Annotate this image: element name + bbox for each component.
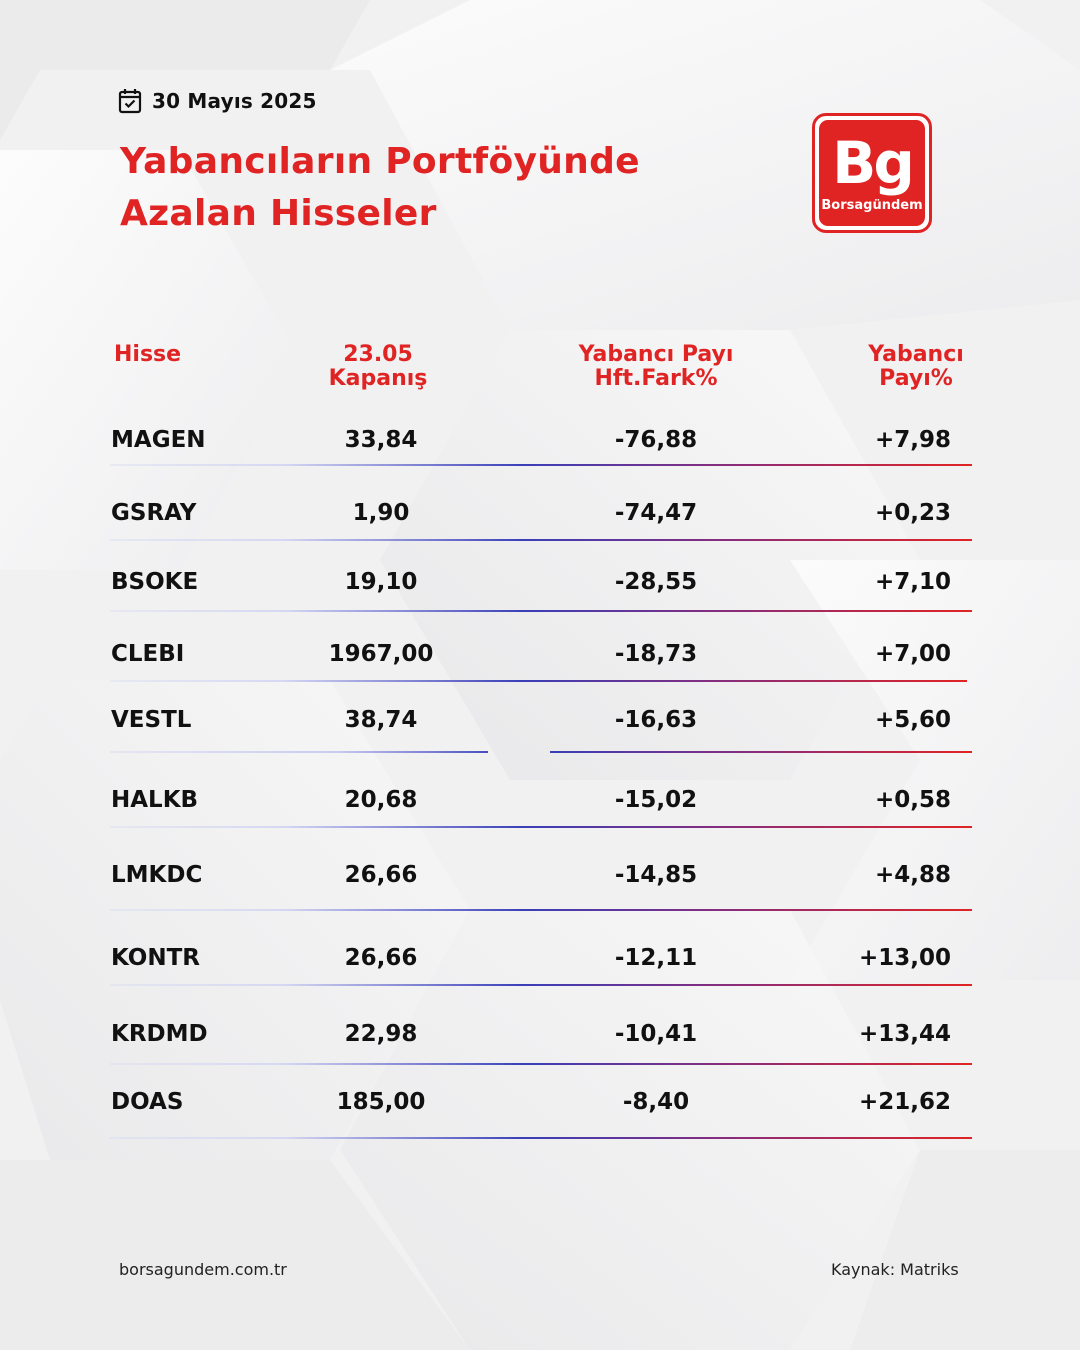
foreign-share: +7,00: [874, 641, 951, 667]
row-divider: [110, 1063, 972, 1065]
logo-mark: Bg: [832, 128, 912, 197]
row-divider: [110, 610, 972, 612]
table-row: [0, 943, 1080, 973]
foreign-share: +5,60: [874, 707, 951, 733]
table-row: [0, 498, 1080, 528]
table-row: [0, 860, 1080, 890]
row-divider: [110, 909, 972, 911]
foreign-share: +0,23: [874, 500, 951, 526]
title-line-1: Yabancıların Portföyünde: [120, 141, 640, 182]
row-divider: [110, 984, 972, 986]
ticker: CLEBI: [111, 641, 185, 667]
closing-price: 22,98: [344, 1021, 418, 1047]
row-divider: [110, 751, 488, 753]
date-row: [118, 88, 317, 114]
table-row: [0, 425, 1080, 455]
ticker: GSRAY: [111, 500, 197, 526]
closing-price: 26,66: [344, 945, 418, 971]
column-header-foreign-share: Yabancı Payı%: [868, 342, 964, 391]
table-row: [0, 705, 1080, 735]
borsagundem-logo: [812, 113, 932, 233]
closing-price: 1967,00: [328, 641, 434, 667]
page-title: [120, 136, 640, 240]
title-line-2: Azalan Hisseler: [120, 193, 437, 234]
table-row: [0, 785, 1080, 815]
weekly-diff: -15,02: [614, 787, 698, 813]
website-link[interactable]: borsagundem.com.tr: [119, 1260, 287, 1279]
closing-price: 19,10: [344, 569, 418, 595]
ticker: LMKDC: [111, 862, 203, 888]
table-row: [0, 1087, 1080, 1117]
foreign-share: +4,88: [874, 862, 951, 888]
report-date: 30 Mayıs 2025: [152, 89, 317, 113]
closing-price: 26,66: [344, 862, 418, 888]
ticker: VESTL: [111, 707, 192, 733]
closing-price: 1,90: [352, 500, 410, 526]
foreign-share: +13,44: [858, 1021, 951, 1047]
ticker: BSOKE: [111, 569, 199, 595]
weekly-diff: -8,40: [622, 1089, 690, 1115]
foreign-share: +7,98: [874, 427, 951, 453]
foreign-share: +13,00: [858, 945, 951, 971]
ticker: KRDMD: [111, 1021, 208, 1047]
column-header-hisse: Hisse: [114, 342, 182, 367]
foreign-share: +21,62: [858, 1089, 951, 1115]
closing-price: 185,00: [336, 1089, 426, 1115]
closing-price: 20,68: [344, 787, 418, 813]
calendar-icon: [118, 88, 142, 114]
foreign-share: +7,10: [874, 569, 951, 595]
weekly-diff: -16,63: [614, 707, 698, 733]
weekly-diff: -14,85: [614, 862, 698, 888]
weekly-diff: -76,88: [614, 427, 698, 453]
table-row: [0, 567, 1080, 597]
column-header-closing: 23.05 Kapanış: [328, 342, 428, 391]
ticker: HALKB: [111, 787, 199, 813]
row-divider: [110, 1137, 972, 1139]
closing-price: 33,84: [344, 427, 418, 453]
ticker: MAGEN: [111, 427, 206, 453]
column-header-weekly-diff: Yabancı Payı Hft.Fark%: [578, 342, 734, 391]
table-row: [0, 1019, 1080, 1049]
row-divider: [110, 826, 972, 828]
weekly-diff: -12,11: [614, 945, 698, 971]
weekly-diff: -10,41: [614, 1021, 698, 1047]
logo-wordmark: Borsagündem: [821, 197, 923, 213]
source-note: Kaynak: Matriks: [831, 1260, 959, 1279]
ticker: DOAS: [111, 1089, 184, 1115]
row-divider: [110, 539, 972, 541]
closing-price: 38,74: [344, 707, 418, 733]
ticker: KONTR: [111, 945, 200, 971]
row-divider: [110, 680, 967, 682]
table-row: [0, 639, 1080, 669]
row-divider: [110, 464, 972, 466]
weekly-diff: -28,55: [614, 569, 698, 595]
foreign-share: +0,58: [874, 787, 951, 813]
weekly-diff: -74,47: [614, 500, 698, 526]
row-divider: [550, 751, 972, 753]
weekly-diff: -18,73: [614, 641, 698, 667]
